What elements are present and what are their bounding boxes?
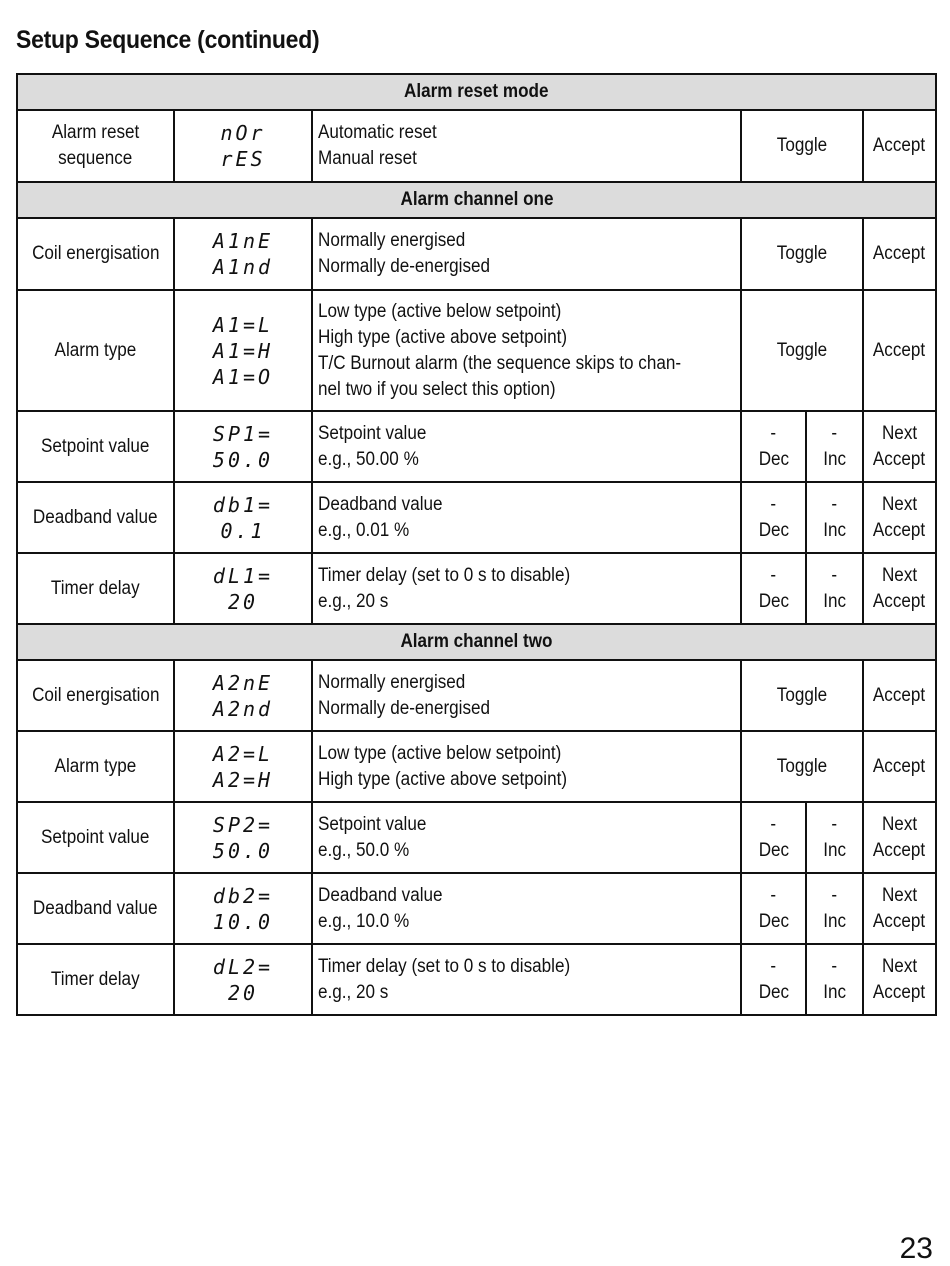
- description-cell: [312, 411, 741, 482]
- display-code: A1=H: [212, 338, 274, 363]
- accept-button-line: [869, 447, 930, 473]
- display-code: 0.1: [220, 518, 266, 543]
- dec-button-cell: [741, 944, 806, 1015]
- description-line: [318, 909, 735, 935]
- display-code-cell: [174, 553, 312, 624]
- section-header-text: Alarm channel two: [400, 631, 553, 652]
- accept-button-line: [869, 421, 930, 447]
- dec-button-line: [747, 447, 800, 473]
- dec-button-line: [747, 838, 800, 864]
- table-row: [17, 873, 936, 944]
- accept-button-text: Next: [881, 564, 918, 586]
- parameter-line: [23, 754, 168, 780]
- parameter-line: [23, 338, 168, 364]
- parameter-cell: [17, 802, 174, 873]
- display-code: SP2=: [212, 812, 274, 837]
- dec-button-line: [747, 563, 800, 589]
- accept-button-cell: [863, 660, 936, 731]
- toggle-button-text: Toggle: [776, 755, 828, 777]
- display-code: 50.0: [212, 838, 274, 863]
- description-cell: [312, 553, 741, 624]
- display-code-cell: [174, 411, 312, 482]
- description-cell: [312, 731, 741, 802]
- description-text: e.g., 0.01 %: [318, 519, 410, 541]
- accept-button-text: Accept: [873, 590, 926, 612]
- parameter-line: [23, 576, 168, 602]
- display-code: A2=L: [212, 741, 274, 766]
- display-code: SP1=: [212, 421, 274, 446]
- section-header: [17, 624, 936, 660]
- parameter-text: Deadband value: [33, 506, 158, 528]
- description-text: Deadband value: [318, 884, 443, 906]
- dec-button-text: Dec: [758, 519, 789, 541]
- section-header: [17, 74, 936, 110]
- display-code-cell: [174, 218, 312, 290]
- inc-button-text: -: [831, 955, 838, 977]
- description-line: [318, 254, 735, 280]
- table-row: [17, 553, 936, 624]
- table-row: [17, 660, 936, 731]
- description-text: Deadband value: [318, 493, 443, 515]
- display-code-cell: [174, 944, 312, 1015]
- dec-button-text: -: [770, 955, 777, 977]
- inc-button-text: Inc: [823, 981, 846, 1003]
- description-text: High type (active above setpoint): [318, 326, 568, 348]
- parameter-cell: [17, 218, 174, 290]
- dec-button-text: Dec: [758, 839, 789, 861]
- accept-button-cell: [863, 290, 936, 411]
- description-text: Automatic reset: [318, 122, 437, 143]
- dec-button-cell: [741, 802, 806, 873]
- accept-button-line: [869, 909, 930, 935]
- description-text: Normally energised: [318, 230, 466, 251]
- display-code-cell: [174, 660, 312, 731]
- accept-button-cell: [863, 110, 936, 182]
- accept-button-cell: [863, 411, 936, 482]
- description-cell: [312, 873, 741, 944]
- accept-button-text: Accept: [873, 839, 926, 861]
- description-text: Manual reset: [318, 148, 417, 169]
- dec-button-line: [747, 589, 800, 615]
- parameter-line: [23, 434, 168, 460]
- description-line: [318, 980, 735, 1006]
- description-text: e.g., 20 s: [318, 981, 389, 1003]
- toggle-button-cell: [741, 290, 863, 411]
- accept-button-text: Accept: [873, 981, 926, 1003]
- table-row: [17, 110, 936, 182]
- inc-button-text: Inc: [823, 839, 846, 861]
- description-text: Low type (active below setpoint): [318, 742, 562, 764]
- accept-button-line: [869, 133, 930, 159]
- display-code: 50.0: [212, 447, 274, 472]
- description-text: e.g., 50.00 %: [318, 448, 419, 470]
- description-line: [318, 767, 735, 793]
- parameter-text: Timer delay: [51, 968, 140, 990]
- description-line: [318, 741, 735, 767]
- inc-button-cell: [806, 873, 863, 944]
- description-line: [318, 670, 735, 696]
- parameter-line: [23, 683, 168, 709]
- description-line: [318, 563, 735, 589]
- parameter-line: [23, 896, 168, 922]
- inc-button-text: -: [831, 564, 838, 586]
- inc-button-text: Inc: [823, 519, 846, 541]
- display-code: db1=: [212, 492, 274, 517]
- parameter-line: [23, 505, 168, 531]
- inc-button-cell: [806, 802, 863, 873]
- display-code: db2=: [212, 883, 274, 908]
- parameter-text: Coil energisation: [31, 243, 160, 264]
- accept-button-line: [869, 883, 930, 909]
- display-code: A1nd: [212, 255, 274, 279]
- inc-button-line: [812, 883, 857, 909]
- display-code: dL1=: [212, 563, 274, 588]
- parameter-text: Setpoint value: [41, 826, 150, 848]
- accept-button-text: Accept: [873, 910, 926, 932]
- inc-button-line: [812, 492, 857, 518]
- display-code: 10.0: [212, 909, 274, 934]
- inc-button-line: [812, 589, 857, 615]
- parameter-cell: [17, 482, 174, 553]
- display-code-cell: [174, 290, 312, 411]
- dec-button-line: [747, 421, 800, 447]
- display-code: A1=L: [212, 312, 274, 337]
- inc-button-line: [812, 909, 857, 935]
- page-title: Setup Sequence (continued): [16, 26, 320, 54]
- parameter-text: Alarm type: [54, 755, 137, 777]
- dec-button-line: [747, 980, 800, 1006]
- description-line: [318, 447, 735, 473]
- inc-button-text: Inc: [823, 910, 846, 932]
- table-row: [17, 802, 936, 873]
- description-line: [318, 421, 735, 447]
- display-code: rES: [220, 147, 266, 171]
- section-header-text: Alarm channel one: [400, 189, 553, 210]
- dec-button-line: [747, 954, 800, 980]
- section-header-text: Alarm reset mode: [404, 81, 549, 102]
- description-line: [318, 325, 735, 351]
- accept-button-line: [869, 241, 930, 267]
- parameter-text: sequence: [58, 148, 133, 169]
- accept-button-text: Accept: [873, 755, 926, 777]
- toggle-button-cell: [741, 218, 863, 290]
- accept-button-line: [869, 683, 930, 709]
- parameter-cell: [17, 660, 174, 731]
- description-line: [318, 696, 735, 722]
- description-line: [318, 954, 735, 980]
- inc-button-line: [812, 980, 857, 1006]
- setup-sequence-table: [16, 73, 937, 1016]
- description-line: [318, 883, 735, 909]
- display-code: A2=H: [212, 767, 274, 792]
- parameter-line: [23, 967, 168, 993]
- description-cell: [312, 802, 741, 873]
- dec-button-cell: [741, 482, 806, 553]
- parameter-text: Setpoint value: [41, 435, 150, 457]
- dec-button-cell: [741, 873, 806, 944]
- description-text: Normally de-energised: [318, 256, 491, 277]
- toggle-button-text: Toggle: [776, 339, 828, 361]
- description-text: Setpoint value: [318, 813, 427, 835]
- display-code: A1nE: [212, 229, 274, 253]
- accept-button-cell: [863, 944, 936, 1015]
- toggle-button-text: Toggle: [776, 243, 828, 264]
- dec-button-cell: [741, 411, 806, 482]
- dec-button-text: -: [770, 564, 777, 586]
- description-line: [318, 838, 735, 864]
- parameter-line: [23, 146, 168, 172]
- page-number: 23: [899, 1232, 933, 1265]
- toggle-button-text: Toggle: [776, 684, 828, 706]
- description-cell: [312, 944, 741, 1015]
- description-text: e.g., 10.0 %: [318, 910, 410, 932]
- parameter-cell: [17, 873, 174, 944]
- parameter-line: [23, 241, 168, 267]
- parameter-text: Coil energisation: [31, 684, 160, 706]
- description-line: [318, 812, 735, 838]
- dec-button-text: Dec: [758, 448, 789, 470]
- dec-button-line: [747, 883, 800, 909]
- inc-button-cell: [806, 482, 863, 553]
- description-line: [318, 120, 735, 146]
- accept-button-text: Accept: [873, 135, 926, 156]
- display-code: A2nd: [212, 696, 274, 721]
- dec-button-line: [747, 518, 800, 544]
- table-body: [17, 74, 936, 1015]
- dec-button-line: [747, 812, 800, 838]
- accept-button-line: [869, 838, 930, 864]
- dec-button-line: [747, 909, 800, 935]
- accept-button-text: Next: [881, 955, 918, 977]
- inc-button-text: -: [831, 884, 838, 906]
- dec-button-text: -: [770, 493, 777, 515]
- table-row: [17, 411, 936, 482]
- accept-button-text: Accept: [873, 684, 926, 706]
- parameter-text: Deadband value: [33, 897, 158, 919]
- inc-button-line: [812, 421, 857, 447]
- parameter-line: [23, 120, 168, 146]
- dec-button-cell: [741, 553, 806, 624]
- description-text: nel two if you select this option): [318, 378, 556, 400]
- toggle-button-cell: [741, 110, 863, 182]
- accept-button-cell: [863, 731, 936, 802]
- description-line: [318, 228, 735, 254]
- accept-button-text: Accept: [873, 339, 926, 361]
- display-code: nOr: [220, 121, 266, 145]
- accept-button-cell: [863, 553, 936, 624]
- accept-button-cell: [863, 482, 936, 553]
- inc-button-line: [812, 954, 857, 980]
- display-code-cell: [174, 731, 312, 802]
- description-text: e.g., 20 s: [318, 590, 389, 612]
- accept-button-line: [869, 754, 930, 780]
- description-line: [318, 492, 735, 518]
- dec-button-text: Dec: [758, 910, 789, 932]
- toggle-button-cell: [741, 731, 863, 802]
- dec-button-text: -: [770, 422, 777, 444]
- dec-button-line: [747, 492, 800, 518]
- display-code: dL2=: [212, 954, 274, 979]
- accept-button-text: Next: [881, 813, 918, 835]
- inc-button-line: [812, 563, 857, 589]
- table-row: [17, 482, 936, 553]
- description-text: Timer delay (set to 0 s to disable): [318, 955, 571, 977]
- dec-button-text: Dec: [758, 981, 789, 1003]
- section-header-row: [17, 624, 936, 660]
- inc-button-line: [812, 447, 857, 473]
- inc-button-text: -: [831, 422, 838, 444]
- parameter-text: Timer delay: [51, 577, 140, 599]
- description-text: Low type (active below setpoint): [318, 300, 562, 322]
- accept-button-cell: [863, 802, 936, 873]
- accept-button-line: [869, 338, 930, 364]
- dec-button-text: -: [770, 884, 777, 906]
- description-line: [318, 146, 735, 172]
- display-code: A2nE: [212, 670, 274, 695]
- inc-button-text: Inc: [823, 590, 846, 612]
- accept-button-line: [869, 563, 930, 589]
- description-line: [318, 377, 735, 403]
- description-text: Timer delay (set to 0 s to disable): [318, 564, 571, 586]
- display-code: A1=O: [212, 364, 274, 389]
- description-text: T/C Burnout alarm (the sequence skips to chan-: [318, 352, 682, 374]
- description-text: High type (active above setpoint): [318, 768, 568, 790]
- parameter-cell: [17, 944, 174, 1015]
- inc-button-cell: [806, 944, 863, 1015]
- accept-button-text: Accept: [873, 448, 926, 470]
- toggle-button-text: Toggle: [776, 135, 828, 156]
- display-code: 20: [227, 589, 259, 614]
- display-code-cell: [174, 110, 312, 182]
- accept-button-cell: [863, 218, 936, 290]
- accept-button-line: [869, 492, 930, 518]
- table-row: [17, 290, 936, 411]
- inc-button-line: [812, 518, 857, 544]
- description-text: Normally de-energised: [318, 697, 491, 719]
- parameter-line: [23, 825, 168, 851]
- accept-button-text: Next: [881, 422, 918, 444]
- inc-button-text: -: [831, 813, 838, 835]
- parameter-text: Alarm type: [54, 339, 137, 361]
- parameter-cell: [17, 731, 174, 802]
- description-line: [318, 518, 735, 544]
- dec-button-text: Dec: [758, 590, 789, 612]
- inc-button-cell: [806, 411, 863, 482]
- inc-button-line: [812, 838, 857, 864]
- inc-button-text: -: [831, 493, 838, 515]
- table-row: [17, 731, 936, 802]
- table-row: [17, 218, 936, 290]
- accept-button-line: [869, 812, 930, 838]
- toggle-button-cell: [741, 660, 863, 731]
- inc-button-line: [812, 812, 857, 838]
- accept-button-line: [869, 518, 930, 544]
- description-cell: [312, 660, 741, 731]
- accept-button-text: Next: [881, 884, 918, 906]
- display-code-cell: [174, 482, 312, 553]
- description-text: Setpoint value: [318, 422, 427, 444]
- description-cell: [312, 290, 741, 411]
- description-text: e.g., 50.0 %: [318, 839, 410, 861]
- accept-button-cell: [863, 873, 936, 944]
- accept-button-line: [869, 980, 930, 1006]
- parameter-cell: [17, 411, 174, 482]
- accept-button-line: [869, 954, 930, 980]
- parameter-cell: [17, 290, 174, 411]
- accept-button-text: Accept: [873, 243, 926, 264]
- description-cell: [312, 218, 741, 290]
- accept-button-line: [869, 589, 930, 615]
- parameter-text: Alarm reset: [51, 122, 140, 143]
- description-line: [318, 299, 735, 325]
- table-row: [17, 944, 936, 1015]
- section-header-row: [17, 74, 936, 110]
- inc-button-cell: [806, 553, 863, 624]
- description-text: Normally energised: [318, 671, 466, 693]
- section-header-row: [17, 182, 936, 218]
- accept-button-text: Accept: [873, 519, 926, 541]
- display-code-cell: [174, 873, 312, 944]
- parameter-cell: [17, 110, 174, 182]
- description-line: [318, 351, 735, 377]
- display-code-cell: [174, 802, 312, 873]
- description-cell: [312, 482, 741, 553]
- dec-button-text: -: [770, 813, 777, 835]
- description-cell: [312, 110, 741, 182]
- accept-button-text: Next: [881, 493, 918, 515]
- display-code: 20: [227, 980, 259, 1005]
- parameter-cell: [17, 553, 174, 624]
- section-header: [17, 182, 936, 218]
- inc-button-text: Inc: [823, 448, 846, 470]
- description-line: [318, 589, 735, 615]
